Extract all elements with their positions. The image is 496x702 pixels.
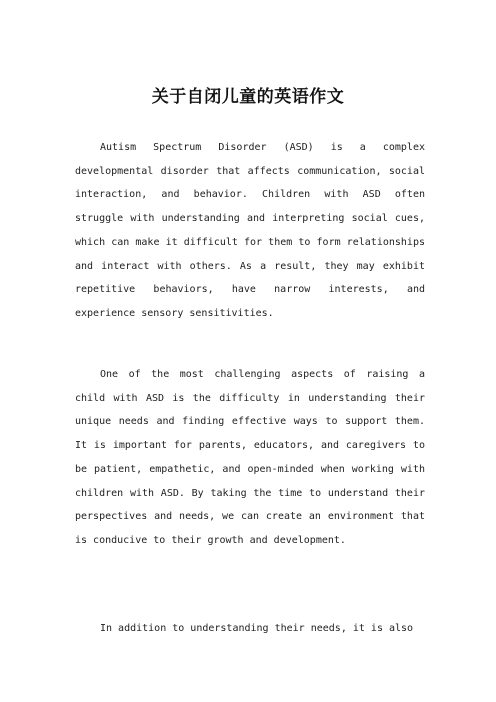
document-title: 关于自闭儿童的英语作文 [151,87,345,107]
paragraph-3: In addition to understanding their needs, it is also [100,623,414,634]
paragraph-2: One of the most challenging aspects of raising a child with ASD is the difficulty in understanding their unique needs and finding effective ways to support them. It is important for parents, educators, and caregivers to be patient, empathetic, and open-minded when working with children with ASD. By taking the time to understand their perspectives and needs, we can create an environment that is conducive to their growth and development. [75,369,425,546]
paragraph-1: Autism Spectrum Disorder (ASD) is a complex developmental disorder that affects communication, social interaction, and behavior. Children with ASD often struggle with understanding and interpreting social cues, which can make it difficult for them to form relationships and interact with others. As a result, they may exhibit repetitive behaviors, have narrow interests, and experience sensory sensitivities. [75,142,425,319]
